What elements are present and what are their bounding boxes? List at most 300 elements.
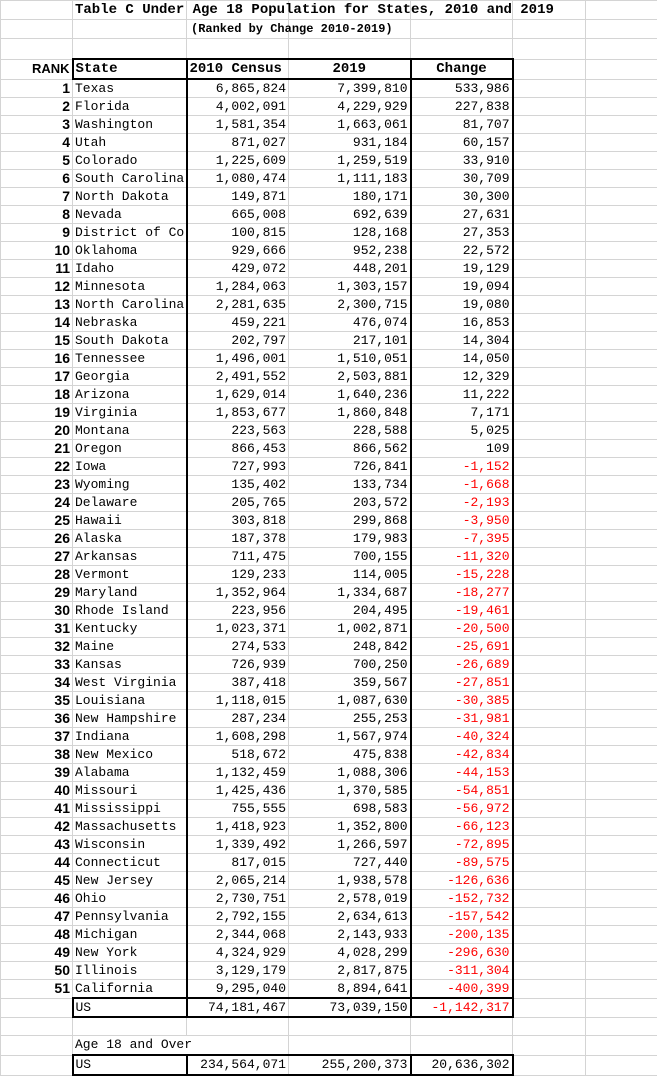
cell[interactable] xyxy=(586,746,657,764)
rank-cell[interactable]: 22 xyxy=(1,458,73,476)
change-cell[interactable]: -56,972 xyxy=(411,800,513,818)
value-2019-cell[interactable]: 866,562 xyxy=(289,440,411,458)
census-2010-cell[interactable]: 303,818 xyxy=(187,512,289,530)
cell[interactable] xyxy=(73,20,187,39)
state-cell[interactable]: Michigan xyxy=(73,926,187,944)
cell[interactable] xyxy=(586,494,657,512)
census-2010-cell[interactable]: 1,418,923 xyxy=(187,818,289,836)
state-cell[interactable]: Kansas xyxy=(73,656,187,674)
rank-cell[interactable]: 14 xyxy=(1,314,73,332)
cell[interactable] xyxy=(513,116,586,134)
cell[interactable] xyxy=(586,800,657,818)
cell[interactable] xyxy=(586,386,657,404)
cell[interactable] xyxy=(586,404,657,422)
census-2010-cell[interactable]: 2,491,552 xyxy=(187,368,289,386)
cell[interactable] xyxy=(513,530,586,548)
cell[interactable] xyxy=(586,656,657,674)
value-2019-cell[interactable]: 1,303,157 xyxy=(289,278,411,296)
cell[interactable] xyxy=(411,20,513,39)
value-2019-cell[interactable]: 133,734 xyxy=(289,476,411,494)
state-cell[interactable]: Alaska xyxy=(73,530,187,548)
census-2010-cell[interactable]: 135,402 xyxy=(187,476,289,494)
cell[interactable] xyxy=(586,79,657,98)
change-cell[interactable]: 19,094 xyxy=(411,278,513,296)
census-2010-cell[interactable]: 1,581,354 xyxy=(187,116,289,134)
cell[interactable] xyxy=(513,170,586,188)
cell[interactable] xyxy=(513,872,586,890)
cell[interactable] xyxy=(187,39,289,60)
cell[interactable] xyxy=(289,39,411,60)
value-2019-cell[interactable]: 727,440 xyxy=(289,854,411,872)
rank-cell[interactable]: 31 xyxy=(1,620,73,638)
cell[interactable] xyxy=(513,39,586,60)
census-2010-cell[interactable]: 4,002,091 xyxy=(187,98,289,116)
rank-cell[interactable]: 40 xyxy=(1,782,73,800)
value-2019-cell[interactable]: 228,588 xyxy=(289,422,411,440)
state-cell[interactable]: New Jersey xyxy=(73,872,187,890)
census-2010-cell[interactable]: 2,792,155 xyxy=(187,908,289,926)
census-2010-cell[interactable]: 1,132,459 xyxy=(187,764,289,782)
change-cell[interactable]: -11,320 xyxy=(411,548,513,566)
cell[interactable] xyxy=(1,39,73,60)
census-2010-cell[interactable]: 2,344,068 xyxy=(187,926,289,944)
cell[interactable] xyxy=(513,926,586,944)
state-cell[interactable]: Hawaii xyxy=(73,512,187,530)
rank-cell[interactable]: 48 xyxy=(1,926,73,944)
state-cell[interactable]: District of Co xyxy=(73,224,187,242)
cell[interactable] xyxy=(411,1017,513,1036)
census-2010-cell[interactable]: 1,080,474 xyxy=(187,170,289,188)
state-cell[interactable]: North Dakota xyxy=(73,188,187,206)
cell[interactable] xyxy=(586,278,657,296)
header-state[interactable]: State xyxy=(73,59,187,79)
cell[interactable] xyxy=(513,422,586,440)
cell[interactable] xyxy=(513,980,586,999)
state-cell[interactable]: South Carolina xyxy=(73,170,187,188)
cell[interactable] xyxy=(586,674,657,692)
cell[interactable] xyxy=(586,224,657,242)
state-cell[interactable]: Illinois xyxy=(73,962,187,980)
rank-cell[interactable]: 26 xyxy=(1,530,73,548)
rank-cell[interactable]: 17 xyxy=(1,368,73,386)
change-cell[interactable]: 27,353 xyxy=(411,224,513,242)
cell[interactable] xyxy=(513,908,586,926)
change-cell[interactable]: 30,300 xyxy=(411,188,513,206)
change-cell[interactable]: -44,153 xyxy=(411,764,513,782)
state-cell[interactable]: Texas xyxy=(73,79,187,98)
change-cell[interactable]: 227,838 xyxy=(411,98,513,116)
rank-cell[interactable]: 51 xyxy=(1,980,73,999)
cell[interactable] xyxy=(586,980,657,999)
cell[interactable] xyxy=(513,206,586,224)
rank-cell[interactable]: 30 xyxy=(1,602,73,620)
rank-cell[interactable]: 5 xyxy=(1,152,73,170)
census-2010-cell[interactable]: 2,730,751 xyxy=(187,890,289,908)
cell[interactable] xyxy=(1,1017,73,1036)
cell[interactable] xyxy=(513,350,586,368)
rank-cell[interactable]: 39 xyxy=(1,764,73,782)
state-cell[interactable]: Colorado xyxy=(73,152,187,170)
state-cell[interactable]: Delaware xyxy=(73,494,187,512)
cell[interactable] xyxy=(411,39,513,60)
change-cell[interactable]: -27,851 xyxy=(411,674,513,692)
census-2010-cell[interactable]: 755,555 xyxy=(187,800,289,818)
census-2010-cell[interactable]: 518,672 xyxy=(187,746,289,764)
change-cell[interactable]: 533,986 xyxy=(411,79,513,98)
cell[interactable] xyxy=(586,620,657,638)
cell[interactable] xyxy=(586,566,657,584)
value-2019-cell[interactable]: 255,253 xyxy=(289,710,411,728)
census-2010-cell[interactable]: 429,072 xyxy=(187,260,289,278)
rank-cell[interactable]: 42 xyxy=(1,818,73,836)
rank-cell[interactable]: 18 xyxy=(1,386,73,404)
census-2010-cell[interactable]: 1,225,609 xyxy=(187,152,289,170)
census-2010-cell[interactable]: 929,666 xyxy=(187,242,289,260)
rank-cell[interactable]: 44 xyxy=(1,854,73,872)
rank-cell[interactable]: 35 xyxy=(1,692,73,710)
cell[interactable] xyxy=(586,638,657,656)
cell[interactable] xyxy=(1,1,73,20)
rank-cell[interactable]: 47 xyxy=(1,908,73,926)
value-2019-cell[interactable]: 700,155 xyxy=(289,548,411,566)
value-2019-cell[interactable]: 248,842 xyxy=(289,638,411,656)
rank-cell[interactable]: 3 xyxy=(1,116,73,134)
cell[interactable] xyxy=(586,134,657,152)
change-cell[interactable]: 14,050 xyxy=(411,350,513,368)
adult-us-change[interactable]: 20,636,302 xyxy=(411,1055,513,1075)
state-cell[interactable]: Nevada xyxy=(73,206,187,224)
value-2019-cell[interactable]: 1,259,519 xyxy=(289,152,411,170)
rank-cell[interactable]: 10 xyxy=(1,242,73,260)
state-cell[interactable]: Pennsylvania xyxy=(73,908,187,926)
cell[interactable] xyxy=(513,998,586,1017)
rank-cell[interactable]: 37 xyxy=(1,728,73,746)
cell[interactable] xyxy=(586,152,657,170)
table-subtitle[interactable]: (Ranked by Change 2010-2019) xyxy=(187,20,289,39)
value-2019-cell[interactable]: 1,111,183 xyxy=(289,170,411,188)
cell[interactable] xyxy=(586,59,657,79)
cell[interactable] xyxy=(513,386,586,404)
state-cell[interactable]: Maine xyxy=(73,638,187,656)
change-cell[interactable]: -152,732 xyxy=(411,890,513,908)
rank-cell[interactable]: 15 xyxy=(1,332,73,350)
cell[interactable] xyxy=(513,296,586,314)
value-2019-cell[interactable]: 1,088,306 xyxy=(289,764,411,782)
cell[interactable] xyxy=(513,314,586,332)
census-2010-cell[interactable]: 274,533 xyxy=(187,638,289,656)
rank-cell[interactable]: 28 xyxy=(1,566,73,584)
state-cell[interactable]: Kentucky xyxy=(73,620,187,638)
change-cell[interactable]: -30,385 xyxy=(411,692,513,710)
change-cell[interactable]: 14,304 xyxy=(411,332,513,350)
cell[interactable] xyxy=(513,692,586,710)
change-cell[interactable]: -15,228 xyxy=(411,566,513,584)
cell[interactable] xyxy=(513,566,586,584)
cell[interactable] xyxy=(289,1036,411,1056)
change-cell[interactable]: 60,157 xyxy=(411,134,513,152)
rank-cell[interactable]: 49 xyxy=(1,944,73,962)
value-2019-cell[interactable]: 217,101 xyxy=(289,332,411,350)
cell[interactable] xyxy=(187,1036,289,1056)
census-2010-cell[interactable]: 1,118,015 xyxy=(187,692,289,710)
cell[interactable] xyxy=(513,278,586,296)
cell[interactable] xyxy=(513,20,586,39)
state-cell[interactable]: Tennessee xyxy=(73,350,187,368)
state-cell[interactable]: New Mexico xyxy=(73,746,187,764)
rank-cell[interactable]: 7 xyxy=(1,188,73,206)
change-cell[interactable]: -54,851 xyxy=(411,782,513,800)
state-cell[interactable]: Massachusetts xyxy=(73,818,187,836)
change-cell[interactable]: 30,709 xyxy=(411,170,513,188)
cell[interactable] xyxy=(586,1036,657,1056)
rank-cell[interactable]: 27 xyxy=(1,548,73,566)
cell[interactable] xyxy=(73,39,187,60)
cell[interactable] xyxy=(513,764,586,782)
cell[interactable] xyxy=(513,638,586,656)
cell[interactable] xyxy=(586,188,657,206)
change-cell[interactable]: -157,542 xyxy=(411,908,513,926)
value-2019-cell[interactable]: 1,352,800 xyxy=(289,818,411,836)
cell[interactable] xyxy=(513,476,586,494)
cell[interactable] xyxy=(586,926,657,944)
rank-cell[interactable]: 11 xyxy=(1,260,73,278)
state-cell[interactable]: New Hampshire xyxy=(73,710,187,728)
census-2010-cell[interactable]: 871,027 xyxy=(187,134,289,152)
cell[interactable] xyxy=(586,260,657,278)
cell[interactable] xyxy=(513,836,586,854)
state-cell[interactable]: Missouri xyxy=(73,782,187,800)
cell[interactable] xyxy=(513,1036,586,1056)
value-2019-cell[interactable]: 2,817,875 xyxy=(289,962,411,980)
change-cell[interactable]: 19,080 xyxy=(411,296,513,314)
state-cell[interactable]: Maryland xyxy=(73,584,187,602)
census-2010-cell[interactable]: 817,015 xyxy=(187,854,289,872)
cell[interactable] xyxy=(586,98,657,116)
state-cell[interactable]: Virginia xyxy=(73,404,187,422)
change-cell[interactable]: 33,910 xyxy=(411,152,513,170)
state-cell[interactable]: Wyoming xyxy=(73,476,187,494)
census-2010-cell[interactable]: 1,352,964 xyxy=(187,584,289,602)
table-title[interactable]: Table C Under Age 18 Population for States, 2010 and 2019 xyxy=(73,1,187,20)
census-2010-cell[interactable]: 866,453 xyxy=(187,440,289,458)
header-rank[interactable]: RANK xyxy=(1,59,73,79)
cell[interactable] xyxy=(513,404,586,422)
census-2010-cell[interactable]: 3,129,179 xyxy=(187,962,289,980)
change-cell[interactable]: -89,575 xyxy=(411,854,513,872)
state-cell[interactable]: Oregon xyxy=(73,440,187,458)
cell[interactable] xyxy=(513,494,586,512)
rank-cell[interactable]: 23 xyxy=(1,476,73,494)
census-2010-cell[interactable]: 202,797 xyxy=(187,332,289,350)
cell[interactable] xyxy=(586,944,657,962)
value-2019-cell[interactable]: 1,266,597 xyxy=(289,836,411,854)
cell[interactable] xyxy=(586,512,657,530)
cell[interactable] xyxy=(513,242,586,260)
value-2019-cell[interactable]: 726,841 xyxy=(289,458,411,476)
cell[interactable] xyxy=(1,20,73,39)
cell[interactable] xyxy=(586,39,657,60)
rank-cell[interactable]: 43 xyxy=(1,836,73,854)
census-2010-cell[interactable]: 6,865,824 xyxy=(187,79,289,98)
change-cell[interactable]: -3,950 xyxy=(411,512,513,530)
state-cell[interactable]: Mississippi xyxy=(73,800,187,818)
cell[interactable] xyxy=(513,548,586,566)
value-2019-cell[interactable]: 1,334,687 xyxy=(289,584,411,602)
cell[interactable] xyxy=(513,962,586,980)
cell[interactable] xyxy=(513,512,586,530)
change-cell[interactable]: -200,135 xyxy=(411,926,513,944)
value-2019-cell[interactable]: 2,503,881 xyxy=(289,368,411,386)
value-2019-cell[interactable]: 359,567 xyxy=(289,674,411,692)
cell[interactable] xyxy=(586,332,657,350)
rank-cell[interactable]: 36 xyxy=(1,710,73,728)
census-2010-cell[interactable]: 2,281,635 xyxy=(187,296,289,314)
value-2019-cell[interactable]: 1,663,061 xyxy=(289,116,411,134)
cell[interactable] xyxy=(513,98,586,116)
census-2010-cell[interactable]: 1,608,298 xyxy=(187,728,289,746)
value-2019-cell[interactable]: 114,005 xyxy=(289,566,411,584)
value-2019-cell[interactable]: 7,399,810 xyxy=(289,79,411,98)
rank-cell[interactable]: 9 xyxy=(1,224,73,242)
adult-us-label[interactable]: US xyxy=(73,1055,187,1075)
value-2019-cell[interactable]: 475,838 xyxy=(289,746,411,764)
value-2019-cell[interactable]: 1,510,051 xyxy=(289,350,411,368)
census-2010-cell[interactable]: 223,563 xyxy=(187,422,289,440)
change-cell[interactable]: -1,668 xyxy=(411,476,513,494)
change-cell[interactable]: -296,630 xyxy=(411,944,513,962)
value-2019-cell[interactable]: 1,002,871 xyxy=(289,620,411,638)
value-2019-cell[interactable]: 698,583 xyxy=(289,800,411,818)
rank-cell[interactable]: 25 xyxy=(1,512,73,530)
value-2019-cell[interactable]: 1,087,630 xyxy=(289,692,411,710)
census-2010-cell[interactable]: 187,378 xyxy=(187,530,289,548)
cell[interactable] xyxy=(586,548,657,566)
rank-cell[interactable]: 12 xyxy=(1,278,73,296)
cell[interactable] xyxy=(586,728,657,746)
cell[interactable] xyxy=(586,692,657,710)
state-cell[interactable]: Wisconsin xyxy=(73,836,187,854)
us-2019[interactable]: 73,039,150 xyxy=(289,998,411,1017)
state-cell[interactable]: Arizona xyxy=(73,386,187,404)
value-2019-cell[interactable]: 952,238 xyxy=(289,242,411,260)
us-census-2010[interactable]: 74,181,467 xyxy=(187,998,289,1017)
rank-cell[interactable]: 32 xyxy=(1,638,73,656)
value-2019-cell[interactable]: 931,184 xyxy=(289,134,411,152)
rank-cell[interactable]: 38 xyxy=(1,746,73,764)
cell[interactable] xyxy=(586,530,657,548)
state-cell[interactable]: Florida xyxy=(73,98,187,116)
value-2019-cell[interactable]: 1,567,974 xyxy=(289,728,411,746)
cell[interactable] xyxy=(586,458,657,476)
value-2019-cell[interactable]: 2,300,715 xyxy=(289,296,411,314)
adult-us-census-2010[interactable]: 234,564,071 xyxy=(187,1055,289,1075)
change-cell[interactable]: -40,324 xyxy=(411,728,513,746)
value-2019-cell[interactable]: 2,143,933 xyxy=(289,926,411,944)
change-cell[interactable]: 12,329 xyxy=(411,368,513,386)
cell[interactable] xyxy=(586,1055,657,1075)
cell[interactable] xyxy=(513,440,586,458)
cell[interactable] xyxy=(513,59,586,79)
census-2010-cell[interactable]: 726,939 xyxy=(187,656,289,674)
state-cell[interactable]: Minnesota xyxy=(73,278,187,296)
cell[interactable] xyxy=(1,1036,73,1056)
state-cell[interactable]: Georgia xyxy=(73,368,187,386)
census-2010-cell[interactable]: 2,065,214 xyxy=(187,872,289,890)
state-cell[interactable]: Utah xyxy=(73,134,187,152)
change-cell[interactable]: 109 xyxy=(411,440,513,458)
census-2010-cell[interactable]: 9,295,040 xyxy=(187,980,289,999)
change-cell[interactable]: 27,631 xyxy=(411,206,513,224)
census-2010-cell[interactable]: 1,496,001 xyxy=(187,350,289,368)
rank-cell[interactable]: 8 xyxy=(1,206,73,224)
census-2010-cell[interactable]: 1,629,014 xyxy=(187,386,289,404)
cell[interactable] xyxy=(586,710,657,728)
cell[interactable] xyxy=(513,224,586,242)
value-2019-cell[interactable]: 299,868 xyxy=(289,512,411,530)
state-cell[interactable]: West Virginia xyxy=(73,674,187,692)
state-cell[interactable]: Arkansas xyxy=(73,548,187,566)
state-cell[interactable]: California xyxy=(73,980,187,999)
cell[interactable] xyxy=(586,170,657,188)
cell[interactable] xyxy=(513,728,586,746)
value-2019-cell[interactable]: 1,640,236 xyxy=(289,386,411,404)
cell[interactable] xyxy=(586,1017,657,1036)
value-2019-cell[interactable]: 4,229,929 xyxy=(289,98,411,116)
rank-cell[interactable]: 19 xyxy=(1,404,73,422)
census-2010-cell[interactable]: 100,815 xyxy=(187,224,289,242)
cell[interactable] xyxy=(586,998,657,1017)
cell[interactable] xyxy=(513,818,586,836)
census-2010-cell[interactable]: 1,284,063 xyxy=(187,278,289,296)
change-cell[interactable]: -19,461 xyxy=(411,602,513,620)
cell[interactable] xyxy=(586,962,657,980)
rank-cell[interactable]: 29 xyxy=(1,584,73,602)
value-2019-cell[interactable]: 179,983 xyxy=(289,530,411,548)
cell[interactable] xyxy=(586,908,657,926)
rank-cell[interactable]: 41 xyxy=(1,800,73,818)
cell[interactable] xyxy=(586,350,657,368)
state-cell[interactable]: Rhode Island xyxy=(73,602,187,620)
change-cell[interactable]: -72,895 xyxy=(411,836,513,854)
rank-cell[interactable]: 46 xyxy=(1,890,73,908)
value-2019-cell[interactable]: 692,639 xyxy=(289,206,411,224)
census-2010-cell[interactable]: 387,418 xyxy=(187,674,289,692)
cell[interactable] xyxy=(586,476,657,494)
change-cell[interactable]: 19,129 xyxy=(411,260,513,278)
state-cell[interactable]: Nebraska xyxy=(73,314,187,332)
change-cell[interactable]: 81,707 xyxy=(411,116,513,134)
state-cell[interactable]: Alabama xyxy=(73,764,187,782)
cell[interactable] xyxy=(586,782,657,800)
census-2010-cell[interactable]: 711,475 xyxy=(187,548,289,566)
change-cell[interactable]: -126,636 xyxy=(411,872,513,890)
rank-cell[interactable]: 6 xyxy=(1,170,73,188)
cell[interactable] xyxy=(513,188,586,206)
change-cell[interactable]: 16,853 xyxy=(411,314,513,332)
change-cell[interactable]: 5,025 xyxy=(411,422,513,440)
header-2019[interactable]: 2019 xyxy=(289,59,411,79)
state-cell[interactable]: South Dakota xyxy=(73,332,187,350)
change-cell[interactable]: -31,981 xyxy=(411,710,513,728)
cell[interactable] xyxy=(513,800,586,818)
value-2019-cell[interactable]: 1,370,585 xyxy=(289,782,411,800)
cell[interactable] xyxy=(513,890,586,908)
change-cell[interactable]: 7,171 xyxy=(411,404,513,422)
cell[interactable] xyxy=(586,602,657,620)
value-2019-cell[interactable]: 1,860,848 xyxy=(289,404,411,422)
change-cell[interactable]: -7,395 xyxy=(411,530,513,548)
cell[interactable] xyxy=(513,944,586,962)
